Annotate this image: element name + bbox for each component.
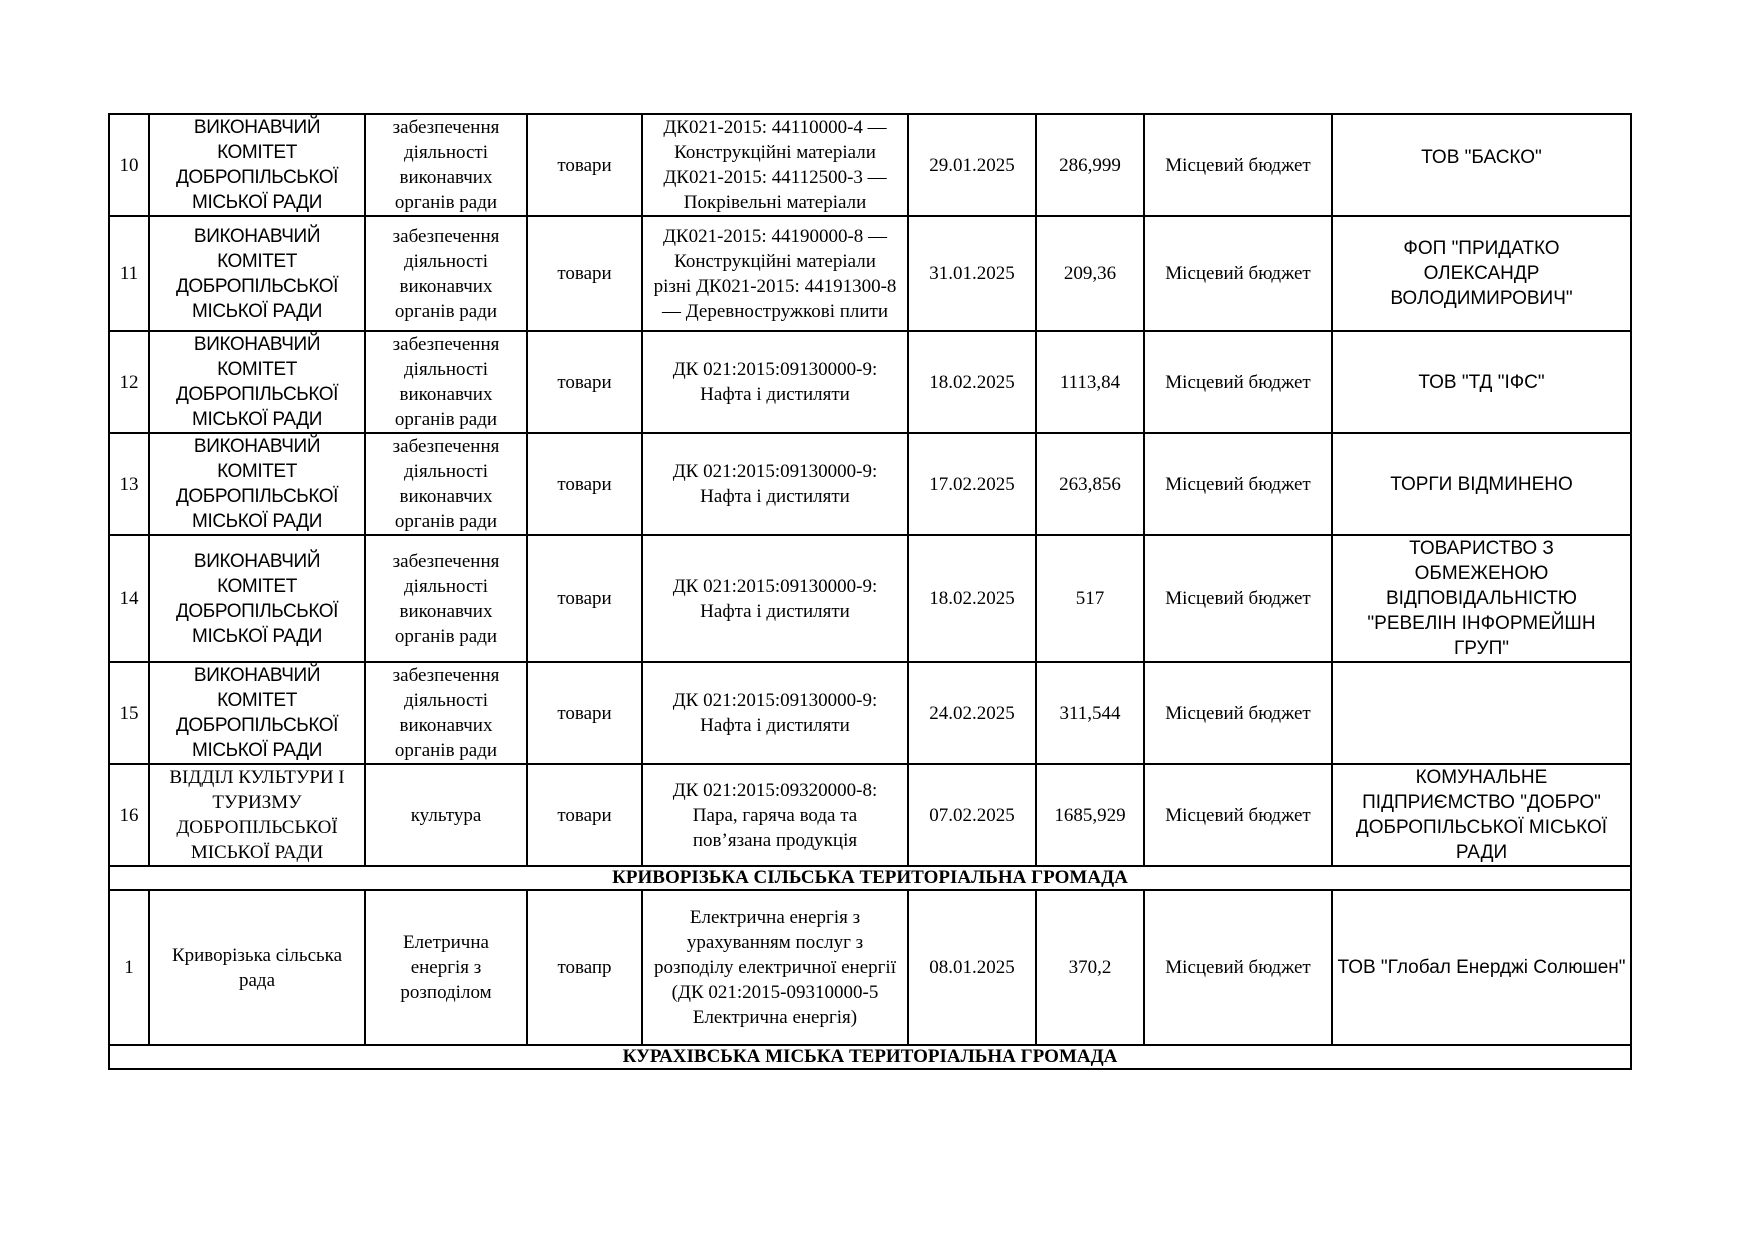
cell-line: ТОВ "БАСКО" <box>1421 147 1542 168</box>
cell-amount: 1685,929 <box>1036 764 1144 866</box>
cell-line: ДОБРОПІЛЬСЬКОЇ <box>175 275 339 297</box>
cell-line: ВИКОНАВЧИЙ КОМІТЕТ <box>193 225 321 272</box>
cell-line: Пара, гаряча вода та <box>692 804 858 826</box>
table-row <box>109 535 1631 662</box>
cell-line: органів ради <box>394 409 498 430</box>
cell-line: забезпечення <box>392 117 500 138</box>
cell-line: органів ради <box>394 511 498 532</box>
cell-line: РАДИ <box>1455 842 1508 863</box>
cell-purpose <box>365 114 527 216</box>
cell-line: органів ради <box>394 625 498 647</box>
cell-date: 18.02.2025 <box>908 331 1036 433</box>
cell-funding-source: Місцевий бюджет <box>1144 764 1332 866</box>
cell-funding-source: Місцевий бюджет <box>1144 662 1332 764</box>
cell-line: ДК021-2015: 44112500-3 — <box>663 167 887 188</box>
cell-line: ФОП "ПРИДАТКО <box>1403 238 1560 259</box>
cell-number: 11 <box>109 216 149 331</box>
cell-number: 10 <box>109 114 149 216</box>
cell-line: ДОБРОПІЛЬСЬКОЇ <box>175 600 339 622</box>
cell-line: ДОБРОПІЛЬСЬКОЇ <box>176 817 338 838</box>
cell-subject <box>642 216 908 331</box>
cell-line: ГРУП" <box>1453 638 1509 659</box>
cell-type: товари <box>527 662 642 764</box>
cell-customer <box>149 114 365 216</box>
cell-line: Конструкційні матеріали <box>674 250 876 272</box>
cell-line: МІСЬКОЇ РАДИ <box>192 300 322 322</box>
cell-line: діяльності <box>404 250 488 272</box>
cell-line: виконавчих <box>399 600 493 622</box>
cell-subject <box>642 890 908 1045</box>
table-row <box>109 433 1631 535</box>
cell-type: товари <box>527 764 642 866</box>
cell-line: діяльності <box>404 575 488 597</box>
cell-amount: 286,999 <box>1036 114 1144 216</box>
cell-subject <box>642 535 908 662</box>
cell-subject <box>642 764 908 866</box>
cell-line: ДК 021:2015:09130000-9: <box>672 359 878 380</box>
cell-line: ДК 021:2015:09130000-9: <box>672 690 878 711</box>
cell-line: Електрична енергія) <box>692 1007 858 1028</box>
cell-funding-source: Місцевий бюджет <box>1144 114 1332 216</box>
cell-line: органів ради <box>394 300 498 322</box>
cell-line: (ДК 021:2015-09310000-5 <box>671 982 879 1003</box>
cell-supplier <box>1332 114 1631 216</box>
cell-line: ВИКОНАВЧИЙ КОМІТЕТ <box>193 117 321 163</box>
cell-line: рада <box>238 969 276 991</box>
section-row-kryvorizka <box>109 866 1631 890</box>
cell-line: Нафта і дистиляти <box>700 486 850 507</box>
cell-funding-source: Місцевий бюджет <box>1144 535 1332 662</box>
cell-line: різні ДК021-2015: 44191300-8 <box>653 275 897 297</box>
table-row <box>109 114 1631 216</box>
cell-line: виконавчих <box>399 486 493 507</box>
cell-number: 14 <box>109 535 149 662</box>
cell-purpose <box>365 433 527 535</box>
cell-subject <box>642 114 908 216</box>
table-row <box>109 764 1631 866</box>
cell-line: ДОБРОПІЛЬСЬКОЇ <box>175 486 339 507</box>
cell-number: 15 <box>109 662 149 764</box>
cell-line: виконавчих <box>399 275 493 297</box>
cell-line: ВИКОНАВЧИЙ КОМІТЕТ <box>193 334 321 380</box>
cell-line: виконавчих <box>399 715 493 736</box>
cell-line: ОБМЕЖЕНОЮ <box>1414 563 1549 584</box>
cell-funding-source: Місцевий бюджет <box>1144 331 1332 433</box>
section-title: КУРАХІВСЬКА МІСЬКА ТЕРИТОРІАЛЬНА ГРОМАДА <box>109 1045 1631 1069</box>
cell-purpose <box>365 764 527 866</box>
cell-supplier <box>1332 216 1631 331</box>
procurement-table <box>108 113 1632 1070</box>
cell-line: ПІДПРИЄМСТВО "ДОБРО" <box>1362 792 1601 813</box>
cell-line: діяльності <box>404 142 488 163</box>
cell-purpose <box>365 535 527 662</box>
cell-subject <box>642 331 908 433</box>
cell-line: МІСЬКОЇ РАДИ <box>192 740 322 761</box>
cell-date: 31.01.2025 <box>908 216 1036 331</box>
cell-line: ТОВАРИСТВО З <box>1409 538 1554 559</box>
cell-amount: 517 <box>1036 535 1144 662</box>
cell-line: Нафта і дистиляти <box>700 384 850 405</box>
cell-line: ДК021-2015: 44190000-8 — <box>662 225 888 247</box>
cell-customer <box>149 331 365 433</box>
cell-line: виконавчих <box>399 384 493 405</box>
cell-customer <box>149 890 365 1045</box>
cell-line: органів ради <box>394 192 498 213</box>
cell-line: Нафта і дистиляти <box>700 715 850 736</box>
cell-line: розподілом <box>400 982 492 1003</box>
cell-type: товари <box>527 433 642 535</box>
cell-line: діяльності <box>404 690 488 711</box>
cell-line: ДК 021:2015:09130000-9: <box>672 575 878 597</box>
cell-number: 1 <box>109 890 149 1045</box>
cell-line: ДОБРОПІЛЬСЬКОЇ <box>175 715 339 736</box>
cell-line: ОЛЕКСАНДР <box>1423 263 1540 284</box>
cell-amount: 209,36 <box>1036 216 1144 331</box>
cell-line: забезпечення <box>392 436 500 457</box>
cell-line: Конструкційні матеріали <box>674 142 876 163</box>
cell-date: 17.02.2025 <box>908 433 1036 535</box>
cell-line: Електрична енергія з <box>689 907 861 928</box>
cell-type: товари <box>527 331 642 433</box>
cell-amount: 1113,84 <box>1036 331 1144 433</box>
cell-amount: 311,544 <box>1036 662 1144 764</box>
cell-subject <box>642 662 908 764</box>
cell-line: пов’язана продукція <box>692 829 858 851</box>
cell-line: ТОРГИ ВІДМИНЕНО <box>1390 473 1573 495</box>
cell-number: 12 <box>109 331 149 433</box>
cell-line: ДК 021:2015:09320000-8: <box>672 779 878 801</box>
cell-line: ТОВ "ТД "ІФС" <box>1418 371 1545 393</box>
cell-line: забезпечення <box>392 550 500 572</box>
cell-line: діяльності <box>404 461 488 482</box>
cell-line: — Деревностружкові плити <box>661 300 889 322</box>
cell-line: Нафта і дистиляти <box>700 600 850 622</box>
section-title: КРИВОРІЗЬКА СІЛЬСЬКА ТЕРИТОРІАЛЬНА ГРОМАДА <box>109 866 1631 890</box>
cell-line: виконавчих <box>399 167 493 188</box>
cell-line: Елетрична <box>403 932 489 953</box>
cell-line: МІСЬКОЇ РАДИ <box>192 192 322 213</box>
cell-purpose <box>365 331 527 433</box>
cell-line: ВІДДІЛ КУЛЬТУРИ І <box>169 767 345 788</box>
cell-line: енергія з <box>410 957 482 978</box>
cell-supplier <box>1332 433 1631 535</box>
cell-line: МІСЬКОЇ РАДИ <box>192 511 322 532</box>
cell-line: МІСЬКОЇ РАДИ <box>192 625 322 647</box>
cell-line: МІСЬКОЇ РАДИ <box>192 409 322 430</box>
table-row <box>109 890 1631 1045</box>
section-row-kurakhivska <box>109 1045 1631 1069</box>
cell-line: культура <box>410 804 482 826</box>
cell-line: ДК021-2015: 44110000-4 — <box>663 117 887 138</box>
cell-line: ВИКОНАВЧИЙ КОМІТЕТ <box>193 665 321 711</box>
cell-line: урахуванням послуг з <box>686 932 864 953</box>
cell-customer <box>149 662 365 764</box>
table-row <box>109 331 1631 433</box>
cell-line: ДК 021:2015:09130000-9: <box>672 461 878 482</box>
cell-line: ВОЛОДИМИРОВИЧ" <box>1390 288 1573 309</box>
cell-date: 18.02.2025 <box>908 535 1036 662</box>
table-row <box>109 216 1631 331</box>
cell-line: забезпечення <box>392 334 500 355</box>
cell-line: КОМУНАЛЬНЕ <box>1415 767 1548 788</box>
cell-line: ТОВ "Глобал Енерджі Солюшен" <box>1337 957 1626 978</box>
cell-date: 08.01.2025 <box>908 890 1036 1045</box>
cell-purpose <box>365 216 527 331</box>
cell-customer <box>149 764 365 866</box>
cell-line: ВИКОНАВЧИЙ КОМІТЕТ <box>193 550 321 597</box>
cell-date: 07.02.2025 <box>908 764 1036 866</box>
cell-date: 24.02.2025 <box>908 662 1036 764</box>
cell-line: ДОБРОПІЛЬСЬКОЇ <box>175 384 339 405</box>
cell-line: ДОБРОПІЛЬСЬКОЇ <box>175 167 339 188</box>
cell-line: ТУРИЗМУ <box>212 792 302 813</box>
cell-funding-source: Місцевий бюджет <box>1144 216 1332 331</box>
cell-type: товари <box>527 216 642 331</box>
cell-type: товари <box>527 114 642 216</box>
cell-supplier <box>1332 331 1631 433</box>
cell-line: ДОБРОПІЛЬСЬКОЇ МІСЬКОЇ <box>1355 817 1608 838</box>
cell-purpose <box>365 890 527 1045</box>
cell-subject <box>642 433 908 535</box>
cell-line: органів ради <box>394 740 498 761</box>
cell-supplier <box>1332 662 1631 764</box>
cell-amount: 370,2 <box>1036 890 1144 1045</box>
cell-type: товапр <box>527 890 642 1045</box>
cell-line: Покрівельні матеріали <box>683 192 867 213</box>
cell-type: товари <box>527 535 642 662</box>
cell-purpose <box>365 662 527 764</box>
cell-line: "РЕВЕЛІН ІНФОРМЕЙШН <box>1367 613 1596 634</box>
cell-supplier <box>1332 764 1631 866</box>
cell-funding-source: Місцевий бюджет <box>1144 433 1332 535</box>
cell-line: забезпечення <box>392 665 500 686</box>
cell-customer <box>149 433 365 535</box>
cell-line: ВИКОНАВЧИЙ КОМІТЕТ <box>193 436 321 482</box>
cell-line: МІСЬКОЇ РАДИ <box>190 842 324 863</box>
cell-number: 13 <box>109 433 149 535</box>
cell-line: діяльності <box>404 359 488 380</box>
cell-customer <box>149 535 365 662</box>
cell-amount: 263,856 <box>1036 433 1144 535</box>
cell-customer <box>149 216 365 331</box>
cell-supplier <box>1332 535 1631 662</box>
cell-supplier <box>1332 890 1631 1045</box>
cell-funding-source: Місцевий бюджет <box>1144 890 1332 1045</box>
cell-line: ВІДПОВІДАЛЬНІСТЮ <box>1386 588 1577 609</box>
cell-line: розподілу електричної енергії <box>654 957 896 978</box>
cell-line: Криворізька сільська <box>171 944 343 966</box>
cell-number: 16 <box>109 764 149 866</box>
table-row <box>109 662 1631 764</box>
cell-date: 29.01.2025 <box>908 114 1036 216</box>
cell-line: забезпечення <box>392 225 500 247</box>
